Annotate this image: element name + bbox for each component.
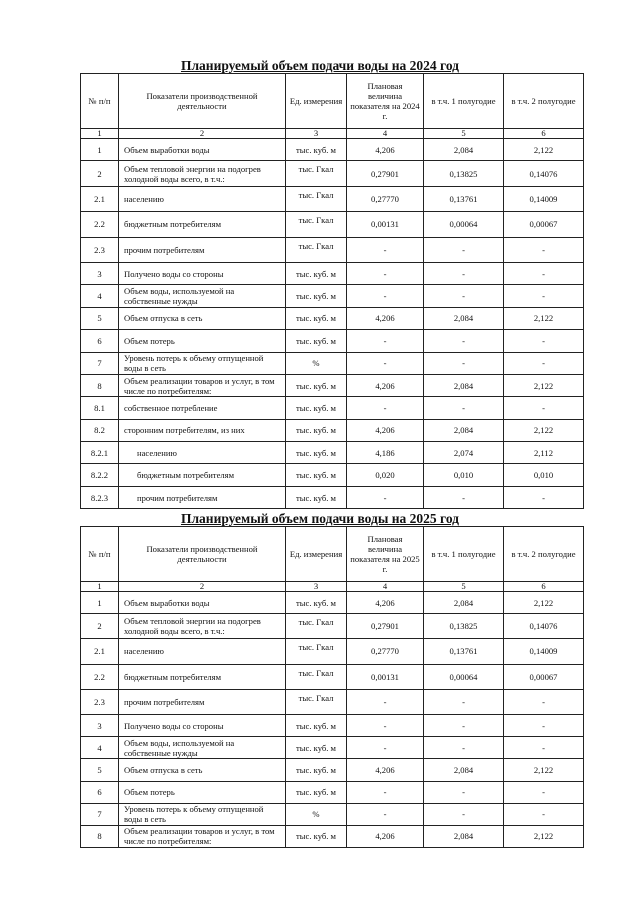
indicator-name: собственное потребление [119,397,286,419]
unit: тыс. куб. м [286,397,347,419]
plan-value: 4,186 [347,442,424,464]
row-number: 8.2.2 [81,464,119,486]
first-half-value: - [424,330,504,352]
row-number: 6 [81,330,119,352]
second-half-value: 0,14076 [504,614,584,639]
water-supply-table-2024 [80,73,584,509]
indicator-name: Объем воды, используемой на собственные нужды [119,737,286,759]
first-half-value: 2,084 [424,759,504,781]
second-half-value: 2,122 [504,592,584,614]
table-row [81,714,584,736]
table-row [81,592,584,614]
unit: тыс. куб. м [286,330,347,352]
plan-value: 4,206 [347,419,424,441]
table-row [81,285,584,307]
first-half-value: 0,13825 [424,614,504,639]
row-number: 6 [81,781,119,803]
first-half-value: - [424,689,504,714]
plan-value: 4,206 [347,592,424,614]
first-half-value: 2,074 [424,442,504,464]
row-number: 7 [81,803,119,825]
unit: тыс. куб. м [286,374,347,396]
column-number: 1 [81,582,119,592]
second-half-value: 2,122 [504,139,584,161]
second-half-value: 0,14009 [504,186,584,211]
unit: тыс. куб. м [286,442,347,464]
indicator-name: Объем реализации товаров и услуг, в том числе по потребителям: [119,825,286,847]
second-half-value: 0,010 [504,464,584,486]
unit: тыс. куб. м [286,737,347,759]
table-row [81,161,584,186]
row-number: 4 [81,285,119,307]
row-number: 8 [81,374,119,396]
indicator-name: прочим потребителям [119,486,286,508]
indicator-name: бюджетным потребителям [119,212,286,237]
first-half-value: 0,00064 [424,212,504,237]
table-row [81,139,584,161]
first-half-value: - [424,397,504,419]
unit: тыс. Гкал [286,237,347,262]
table-row [81,419,584,441]
first-half-value: 2,084 [424,825,504,847]
plan-value: - [347,237,424,262]
table-row [81,737,584,759]
row-number: 3 [81,714,119,736]
first-half-value: 2,084 [424,592,504,614]
indicator-name: бюджетным потребителям [119,464,286,486]
first-half-value: - [424,714,504,736]
second-half-value: - [504,352,584,374]
column-header: Плановая величина показателя на 2025 г. [347,527,424,582]
plan-value: 4,206 [347,374,424,396]
table-row [81,803,584,825]
indicator-name: прочим потребителям [119,237,286,262]
second-half-value: 0,14009 [504,639,584,664]
second-half-value: 2,122 [504,825,584,847]
table-row [81,781,584,803]
second-half-value: - [504,285,584,307]
unit: тыс. куб. м [286,781,347,803]
plan-value: - [347,330,424,352]
first-half-value: 2,084 [424,307,504,329]
column-number: 6 [504,582,584,592]
second-half-value: - [504,330,584,352]
column-header: Показатели производственной деятельности [119,527,286,582]
table-row [81,237,584,262]
plan-value: - [347,689,424,714]
first-half-value: 0,13825 [424,161,504,186]
table-row [81,397,584,419]
row-number: 8.2 [81,419,119,441]
indicator-name: Объем выработки воды [119,592,286,614]
first-half-value: 2,084 [424,139,504,161]
row-number: 7 [81,352,119,374]
row-number: 5 [81,759,119,781]
table-title-2025: Планируемый объем подачи воды на 2025 год [180,511,460,526]
indicator-name: Уровень потерь к объему отпущенной воды в сеть [119,803,286,825]
plan-value: - [347,486,424,508]
unit: тыс. Гкал [286,186,347,211]
indicator-name: Объем тепловой энергии на подогрев холодной воды всего, в т.ч.: [119,614,286,639]
plan-value: 4,206 [347,759,424,781]
row-number: 3 [81,262,119,284]
plan-value: 0,00131 [347,212,424,237]
row-number: 4 [81,737,119,759]
row-number: 2 [81,161,119,186]
plan-value: - [347,285,424,307]
table-row [81,825,584,847]
plan-value: - [347,803,424,825]
column-header: в т.ч. 2 полугодие [504,74,584,129]
column-number-row [81,129,584,139]
header-row [81,74,584,129]
indicator-name: Объем воды, используемой на собственные нужды [119,285,286,307]
first-half-value: - [424,737,504,759]
column-number: 4 [347,129,424,139]
unit: тыс. Гкал [286,212,347,237]
column-number: 2 [119,582,286,592]
column-number: 1 [81,129,119,139]
unit: % [286,352,347,374]
column-number: 4 [347,582,424,592]
second-half-value: 2,122 [504,419,584,441]
unit: тыс. куб. м [286,592,347,614]
row-number: 8 [81,825,119,847]
first-half-value: - [424,781,504,803]
row-number: 2.3 [81,689,119,714]
unit: тыс. куб. м [286,262,347,284]
indicator-name: Объем потерь [119,781,286,803]
table-row [81,307,584,329]
table-row [81,212,584,237]
indicator-name: бюджетным потребителям [119,664,286,689]
unit: % [286,803,347,825]
second-half-value: - [504,397,584,419]
indicator-name: населению [119,639,286,664]
column-header: № п/п [81,527,119,582]
unit: тыс. куб. м [286,307,347,329]
plan-value: 0,27770 [347,639,424,664]
second-half-value: 2,122 [504,759,584,781]
unit: тыс. Гкал [286,689,347,714]
column-header: Плановая величина показателя на 2024 г. [347,74,424,129]
column-header: Показатели производственной деятельности [119,74,286,129]
column-header: № п/п [81,74,119,129]
indicator-name: Получено воды со стороны [119,262,286,284]
table-row [81,186,584,211]
second-half-value: 2,122 [504,307,584,329]
first-half-value: - [424,237,504,262]
plan-value: - [347,397,424,419]
second-half-value: - [504,237,584,262]
second-half-value: - [504,689,584,714]
column-number: 3 [286,582,347,592]
column-number: 6 [504,129,584,139]
table-row [81,262,584,284]
column-number: 2 [119,129,286,139]
row-number: 8.1 [81,397,119,419]
plan-value: - [347,714,424,736]
column-header: в т.ч. 2 полугодие [504,527,584,582]
column-header: в т.ч. 1 полугодие [424,74,504,129]
second-half-value: 2,122 [504,374,584,396]
unit: тыс. Гкал [286,161,347,186]
second-half-value: 0,00067 [504,664,584,689]
indicator-name: Объем тепловой энергии на подогрев холодной воды всего, в т.ч.: [119,161,286,186]
unit: тыс. куб. м [286,464,347,486]
indicator-name: прочим потребителям [119,689,286,714]
column-number: 3 [286,129,347,139]
table-row [81,614,584,639]
unit: тыс. куб. м [286,486,347,508]
row-number: 5 [81,307,119,329]
second-half-value: 2,112 [504,442,584,464]
row-number: 2.1 [81,186,119,211]
unit: тыс. куб. м [286,419,347,441]
indicator-name: Уровень потерь к объему отпущенной воды в сеть [119,352,286,374]
first-half-value: - [424,352,504,374]
row-number: 1 [81,592,119,614]
second-half-value: 0,00067 [504,212,584,237]
table-title-2024: Планируемый объем подачи воды на 2024 год [180,58,460,73]
plan-value: 0,27770 [347,186,424,211]
plan-value: 0,27901 [347,614,424,639]
second-half-value: - [504,781,584,803]
table-row [81,639,584,664]
row-number: 2.2 [81,664,119,689]
first-half-value: 0,010 [424,464,504,486]
plan-value: - [347,352,424,374]
indicator-name: Получено воды со стороны [119,714,286,736]
unit: тыс. куб. м [286,714,347,736]
unit: тыс. куб. м [286,285,347,307]
indicator-name: Объем потерь [119,330,286,352]
plan-value: 0,00131 [347,664,424,689]
plan-value: 4,206 [347,825,424,847]
unit: тыс. куб. м [286,139,347,161]
column-number: 5 [424,582,504,592]
row-number: 2.2 [81,212,119,237]
table-row [81,330,584,352]
first-half-value: 0,13761 [424,639,504,664]
first-half-value: 0,13761 [424,186,504,211]
first-half-value: - [424,262,504,284]
first-half-value: 2,084 [424,374,504,396]
table-row [81,689,584,714]
indicator-name: населению [119,442,286,464]
row-number: 8.2.3 [81,486,119,508]
second-half-value: - [504,262,584,284]
indicator-name: населению [119,186,286,211]
unit: тыс. куб. м [286,759,347,781]
table-row [81,442,584,464]
first-half-value: - [424,486,504,508]
indicator-name: Объем реализации товаров и услуг, в том числе по потребителям: [119,374,286,396]
row-number: 8.2.1 [81,442,119,464]
unit: тыс. Гкал [286,614,347,639]
indicator-name: Объем отпуска в сеть [119,759,286,781]
water-supply-table-2025 [80,526,584,848]
row-number: 1 [81,139,119,161]
plan-value: 4,206 [347,139,424,161]
unit: тыс. куб. м [286,825,347,847]
plan-value: 0,27901 [347,161,424,186]
table-row [81,759,584,781]
table-row [81,486,584,508]
second-half-value: - [504,714,584,736]
unit: тыс. Гкал [286,639,347,664]
column-header: в т.ч. 1 полугодие [424,527,504,582]
first-half-value: - [424,285,504,307]
first-half-value: - [424,803,504,825]
plan-value: - [347,781,424,803]
column-number-row [81,582,584,592]
plan-value: 0,020 [347,464,424,486]
indicator-name: Объем выработки воды [119,139,286,161]
table-row [81,664,584,689]
unit: тыс. Гкал [286,664,347,689]
column-header: Ед. измерения [286,527,347,582]
row-number: 2 [81,614,119,639]
header-row [81,527,584,582]
row-number: 2.3 [81,237,119,262]
table-row [81,464,584,486]
plan-value: 4,206 [347,307,424,329]
plan-value: - [347,262,424,284]
indicator-name: Объем отпуска в сеть [119,307,286,329]
indicator-name: сторонним потребителям, из них [119,419,286,441]
table-row [81,374,584,396]
second-half-value: - [504,803,584,825]
column-number: 5 [424,129,504,139]
column-header: Ед. измерения [286,74,347,129]
second-half-value: - [504,737,584,759]
first-half-value: 2,084 [424,419,504,441]
first-half-value: 0,00064 [424,664,504,689]
table-row [81,352,584,374]
plan-value: - [347,737,424,759]
second-half-value: - [504,486,584,508]
second-half-value: 0,14076 [504,161,584,186]
row-number: 2.1 [81,639,119,664]
